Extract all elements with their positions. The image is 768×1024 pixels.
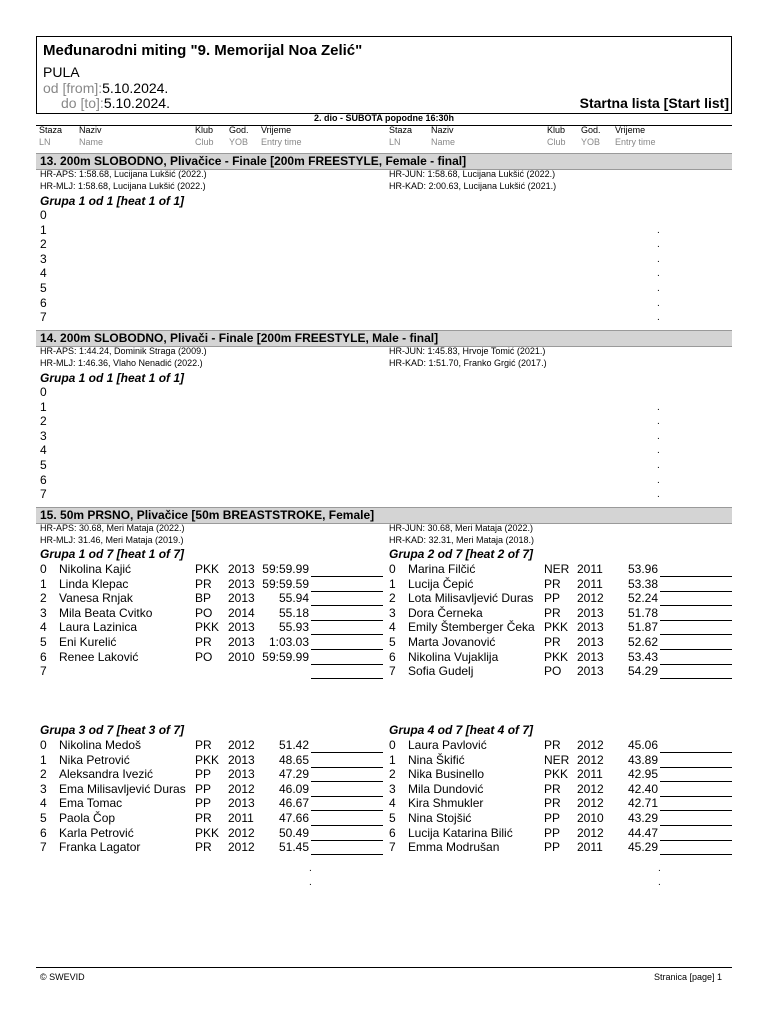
entry-time: 53.43 bbox=[627, 649, 658, 664]
lane-number: 4 bbox=[389, 620, 396, 635]
session-title: 2. dio - SUBOTA popodne 16:30h bbox=[36, 113, 732, 126]
lane-number: 4 bbox=[40, 443, 47, 458]
result-underline bbox=[311, 781, 383, 782]
footer-page: Stranica [page] 1 bbox=[653, 972, 722, 982]
result-underline bbox=[311, 796, 383, 797]
swimmer-name: Nina Škifić bbox=[408, 752, 465, 767]
lane-number: 5 bbox=[389, 635, 396, 649]
record: HR-MLJ: 1:46.36, Vlaho Nenadić (2022.) bbox=[40, 358, 203, 368]
lane-number: 5 bbox=[40, 635, 47, 649]
lane-number: 3 bbox=[40, 605, 47, 620]
year-of-birth: 2013 bbox=[577, 605, 604, 620]
lane-number: 6 bbox=[389, 825, 396, 840]
swimmer-name: Aleksandra Ivezić bbox=[59, 767, 154, 782]
result-underline bbox=[311, 810, 383, 811]
year-of-birth: 2010 bbox=[577, 811, 604, 825]
lane-number: 1 bbox=[40, 576, 47, 591]
result-underline bbox=[660, 620, 732, 621]
swimmer-name: Eni Kurelić bbox=[59, 635, 117, 649]
to-date-row bbox=[61, 95, 170, 113]
dot-marker: . bbox=[657, 445, 660, 457]
swimmer-name: Paola Čop bbox=[59, 811, 116, 825]
result-underline bbox=[660, 767, 732, 768]
col-yob-en-2: YOB bbox=[581, 137, 601, 147]
entry-time: 45.06 bbox=[627, 738, 658, 752]
lane-number: 0 bbox=[389, 738, 396, 752]
lane-number: 7 bbox=[389, 664, 396, 679]
lane-number: 3 bbox=[389, 781, 396, 796]
result-underline bbox=[311, 620, 383, 621]
lane-number: 6 bbox=[40, 825, 47, 840]
year-of-birth: 2013 bbox=[228, 591, 255, 606]
dot-marker: . bbox=[658, 863, 661, 874]
club: PO bbox=[195, 605, 213, 620]
result-underline bbox=[311, 825, 383, 826]
col-yob-en: YOB bbox=[229, 137, 249, 147]
result-underline bbox=[311, 605, 383, 606]
club: PR bbox=[544, 576, 561, 591]
record: HR-KAD: 32.31, Meri Mataja (2018.) bbox=[389, 535, 535, 545]
swimmer-name: Lucija Katarina Bilić bbox=[408, 825, 513, 840]
club: BP bbox=[195, 591, 212, 606]
entry-time: 55.94 bbox=[278, 591, 309, 606]
lane-number: 7 bbox=[40, 840, 47, 855]
entry-time: 42.95 bbox=[627, 767, 658, 782]
year-of-birth: 2013 bbox=[228, 796, 255, 811]
year-of-birth: 2012 bbox=[228, 781, 255, 796]
entry-time: 51.42 bbox=[278, 738, 309, 752]
result-underline bbox=[311, 767, 383, 768]
entry-time: 53.38 bbox=[627, 576, 658, 591]
lane-number: 6 bbox=[40, 649, 47, 664]
result-underline bbox=[311, 840, 383, 841]
lane-number: 7 bbox=[40, 664, 47, 679]
swimmer-name: Linda Klepac bbox=[59, 576, 129, 591]
result-underline bbox=[660, 649, 732, 650]
entry-time: 42.71 bbox=[627, 796, 658, 811]
col-yob-2: God. bbox=[581, 125, 601, 135]
swimmer-name: Sofia Gudelj bbox=[408, 664, 474, 679]
lane-number: 5 bbox=[40, 811, 47, 825]
col-club-2: Klub bbox=[547, 125, 566, 135]
lane-number: 6 bbox=[40, 472, 47, 487]
result-underline bbox=[311, 752, 383, 753]
result-underline bbox=[660, 752, 732, 753]
year-of-birth: 2012 bbox=[228, 738, 255, 752]
col-lane-2: Staza bbox=[389, 125, 413, 135]
entry-time: 51.87 bbox=[627, 620, 658, 635]
swimmer-name: Nina Stojšić bbox=[408, 811, 472, 825]
lane-number: 3 bbox=[40, 251, 47, 266]
lane-number: 0 bbox=[40, 208, 47, 222]
col-name: Naziv bbox=[79, 125, 102, 135]
event-15-bar bbox=[36, 507, 732, 524]
swimmer-name: Emma Modrušan bbox=[408, 840, 500, 855]
lane-number: 1 bbox=[389, 576, 396, 591]
lane-number: 7 bbox=[40, 310, 47, 325]
club: PP bbox=[195, 781, 212, 796]
club: PR bbox=[544, 738, 561, 752]
entry-time: 1:03.03 bbox=[268, 635, 309, 649]
result-underline bbox=[311, 576, 383, 577]
record: HR-APS: 1:44.24, Dominik Straga (2009.) bbox=[40, 346, 207, 356]
dot-marker: . bbox=[309, 863, 312, 874]
year-of-birth: 2011 bbox=[577, 562, 603, 576]
year-of-birth: 2013 bbox=[577, 664, 604, 679]
club: PKK bbox=[195, 620, 220, 635]
to-label: do [to]: bbox=[61, 95, 104, 111]
swimmer-name: Franka Lagator bbox=[59, 840, 141, 855]
heat-title: Grupa 1 od 1 [heat 1 of 1] bbox=[40, 371, 185, 385]
year-of-birth: 2012 bbox=[577, 781, 604, 796]
result-underline bbox=[660, 591, 732, 592]
lane-number: 2 bbox=[389, 591, 396, 606]
lane-number: 2 bbox=[40, 237, 47, 252]
result-underline bbox=[311, 591, 383, 592]
swimmer-name: Marina Filčić bbox=[408, 562, 476, 576]
lane-number: 4 bbox=[389, 796, 396, 811]
to-date: 5.10.2024. bbox=[103, 95, 170, 111]
club: PP bbox=[195, 767, 212, 782]
year-of-birth: 2013 bbox=[577, 649, 604, 664]
year-of-birth: 2012 bbox=[228, 825, 255, 840]
record: HR-JUN: 30.68, Meri Mataja (2022.) bbox=[389, 523, 534, 533]
dot-marker: . bbox=[657, 283, 660, 294]
event-title: 14. 200m SLOBODNO, Plivači - Finale [200m FREESTYLE, Male - final] bbox=[40, 331, 439, 345]
meet-title: Međunarodni miting "9. Memorijal Noa Zelić" bbox=[43, 42, 363, 59]
swimmer-name: Ema Milisavljević Duras bbox=[59, 781, 186, 796]
swimmer-name: Karla Petrović bbox=[59, 825, 134, 840]
lane-number: 0 bbox=[389, 562, 396, 576]
lane-number: 1 bbox=[40, 222, 47, 237]
club: PR bbox=[195, 811, 212, 825]
dot-marker: . bbox=[657, 253, 660, 265]
result-underline bbox=[660, 781, 732, 782]
lane-number: 5 bbox=[40, 458, 47, 472]
col-club: Klub bbox=[195, 125, 214, 135]
heat-title: Grupa 1 od 1 [heat 1 of 1] bbox=[40, 194, 185, 208]
entry-time: 47.29 bbox=[278, 767, 309, 782]
lane-number: 4 bbox=[40, 796, 47, 811]
entry-time: 47.66 bbox=[278, 811, 309, 825]
club: PR bbox=[544, 635, 561, 649]
entry-time: 52.62 bbox=[627, 635, 658, 649]
entry-time: 53.96 bbox=[627, 562, 658, 576]
year-of-birth: 2012 bbox=[577, 738, 604, 752]
event-13-bar bbox=[36, 153, 732, 170]
dot-marker: . bbox=[309, 877, 312, 888]
lane-number: 1 bbox=[40, 399, 47, 414]
lane-number: 3 bbox=[40, 428, 47, 443]
club: PP bbox=[544, 840, 561, 855]
swimmer-name: Kira Shmukler bbox=[408, 796, 484, 811]
club: PR bbox=[544, 781, 561, 796]
club: PR bbox=[195, 738, 212, 752]
col-name-en-2: Name bbox=[431, 137, 456, 147]
club: PP bbox=[544, 811, 561, 825]
year-of-birth: 2012 bbox=[577, 752, 604, 767]
col-lane-en-2: LN bbox=[389, 137, 401, 147]
col-time-en: Entry time bbox=[261, 137, 302, 147]
year-of-birth: 2013 bbox=[228, 620, 255, 635]
year-of-birth: 2011 bbox=[577, 576, 603, 591]
lane-number: 2 bbox=[40, 591, 47, 606]
lane-number: 3 bbox=[389, 605, 396, 620]
swimmer-name: Vanesa Rnjak bbox=[59, 591, 133, 606]
record: HR-APS: 1:58.68, Lucijana Lukšić (2022.) bbox=[40, 169, 207, 179]
year-of-birth: 2013 bbox=[577, 635, 604, 649]
swimmer-name: Mila Beata Cvitko bbox=[59, 605, 153, 620]
lane-number: 2 bbox=[389, 767, 396, 782]
entry-time: 59:59.99 bbox=[262, 649, 309, 664]
title-box bbox=[36, 36, 732, 114]
year-of-birth: 2012 bbox=[577, 825, 604, 840]
entry-time: 46.67 bbox=[278, 796, 309, 811]
result-underline bbox=[311, 634, 383, 635]
lane-number: 3 bbox=[40, 781, 47, 796]
club: PO bbox=[544, 664, 562, 679]
record: HR-KAD: 2:00.63, Lucijana Lukšić (2021.) bbox=[389, 181, 557, 191]
heat-title: Grupa 3 od 7 [heat 3 of 7] bbox=[40, 723, 185, 737]
entry-time: 59:59.99 bbox=[262, 562, 309, 576]
event-title: 13. 200m SLOBODNO, Plivačice - Finale [200m FREESTYLE, Female - final] bbox=[40, 154, 467, 168]
dot-marker: . bbox=[657, 430, 660, 442]
year-of-birth: 2010 bbox=[228, 649, 255, 664]
club: PKK bbox=[544, 620, 569, 635]
year-of-birth: 2014 bbox=[228, 605, 255, 620]
meet-city: PULA bbox=[43, 64, 80, 80]
swimmer-name: Nikolina Kajić bbox=[59, 562, 132, 576]
lane-number: 4 bbox=[40, 620, 47, 635]
col-club-en-2: Club bbox=[547, 137, 566, 147]
result-underline bbox=[311, 649, 383, 650]
entry-time: 44.47 bbox=[627, 825, 658, 840]
result-underline bbox=[311, 854, 383, 855]
lane-number: 1 bbox=[40, 752, 47, 767]
swimmer-name: Nika Businello bbox=[408, 767, 485, 782]
heat-title: Grupa 2 od 7 [heat 2 of 7] bbox=[389, 547, 534, 561]
swimmer-name: Dora Černeka bbox=[408, 605, 483, 620]
swimmer-name: Emily Štemberger Čeka bbox=[408, 620, 535, 635]
club: PKK bbox=[544, 767, 569, 782]
swimmer-name: Mila Dundović bbox=[408, 781, 484, 796]
club: PKK bbox=[544, 649, 569, 664]
year-of-birth: 2013 bbox=[228, 767, 255, 782]
entry-time: 55.93 bbox=[278, 620, 309, 635]
dot-marker: . bbox=[657, 416, 660, 428]
entry-time: 48.65 bbox=[278, 752, 309, 767]
result-underline bbox=[660, 634, 732, 635]
result-underline bbox=[311, 678, 383, 679]
dot-marker: . bbox=[657, 401, 660, 413]
swimmer-name: Lucija Čepić bbox=[408, 576, 474, 591]
club: PO bbox=[195, 649, 213, 664]
club: PR bbox=[544, 796, 561, 811]
club: PKK bbox=[195, 825, 220, 840]
from-label: od [from]: bbox=[43, 80, 103, 96]
swimmer-name: Renee Laković bbox=[59, 649, 139, 664]
entry-time: 43.89 bbox=[627, 752, 658, 767]
col-time-2: Vrijeme bbox=[615, 125, 646, 135]
result-underline bbox=[660, 825, 732, 826]
lane-number: 7 bbox=[389, 840, 396, 855]
club: PR bbox=[195, 635, 212, 649]
year-of-birth: 2012 bbox=[577, 796, 604, 811]
col-lane: Staza bbox=[39, 125, 63, 135]
entry-time: 43.29 bbox=[627, 811, 658, 825]
heat-title: Grupa 1 od 7 [heat 1 of 7] bbox=[40, 547, 185, 561]
lane-number: 0 bbox=[40, 738, 47, 752]
result-underline bbox=[660, 810, 732, 811]
year-of-birth: 2012 bbox=[577, 591, 604, 606]
dot-marker: . bbox=[657, 268, 660, 280]
lane-number: 5 bbox=[389, 811, 396, 825]
lane-number: 6 bbox=[389, 649, 396, 664]
entry-time: 51.45 bbox=[278, 840, 309, 855]
lane-number: 2 bbox=[40, 414, 47, 429]
lane-number: 0 bbox=[40, 562, 47, 576]
swimmer-name: Nika Petrović bbox=[59, 752, 130, 767]
club: PKK bbox=[195, 752, 220, 767]
club: PR bbox=[195, 840, 212, 855]
col-name-2: Naziv bbox=[431, 125, 454, 135]
swimmer-name: Ema Tomac bbox=[59, 796, 123, 811]
lane-number: 0 bbox=[40, 385, 47, 399]
col-time-en-2: Entry time bbox=[615, 137, 656, 147]
event-title: 15. 50m PRSNO, Plivačice [50m BREASTSTROKE, Female] bbox=[40, 508, 375, 522]
club: NER bbox=[544, 752, 570, 767]
club: PP bbox=[544, 825, 561, 840]
result-underline bbox=[660, 840, 732, 841]
entry-time: 46.09 bbox=[278, 781, 309, 796]
dot-marker: . bbox=[657, 297, 660, 309]
result-underline bbox=[660, 664, 732, 665]
dot-marker: . bbox=[657, 239, 660, 251]
record: HR-JUN: 1:58.68, Lucijana Lukšić (2022.) bbox=[389, 169, 556, 179]
year-of-birth: 2013 bbox=[228, 752, 255, 767]
year-of-birth: 2013 bbox=[228, 562, 255, 576]
dot-marker: . bbox=[657, 474, 660, 486]
entry-time: 54.29 bbox=[627, 664, 658, 679]
footer-copyright: © SWEVID bbox=[40, 972, 85, 982]
dot-marker: . bbox=[658, 877, 661, 888]
record: HR-APS: 30.68, Meri Mataja (2022.) bbox=[40, 523, 185, 533]
record: HR-KAD: 1:51.70, Franko Grgić (2017.) bbox=[389, 358, 547, 368]
result-underline bbox=[660, 605, 732, 606]
club: PP bbox=[195, 796, 212, 811]
entry-time: 51.78 bbox=[627, 605, 658, 620]
swimmer-name: Nikolina Vujaklija bbox=[408, 649, 499, 664]
dot-marker: . bbox=[657, 489, 660, 501]
club: PR bbox=[195, 576, 212, 591]
club: PKK bbox=[195, 562, 220, 576]
result-underline bbox=[660, 796, 732, 797]
dot-marker: . bbox=[657, 460, 660, 471]
lane-number: 5 bbox=[40, 281, 47, 295]
col-yob: God. bbox=[229, 125, 249, 135]
swimmer-name: Marta Jovanović bbox=[408, 635, 496, 649]
entry-time: 45.29 bbox=[627, 840, 658, 855]
col-name-en: Name bbox=[79, 137, 104, 147]
result-underline bbox=[660, 854, 732, 855]
start-list-label: Startna lista [Start list] bbox=[579, 95, 729, 111]
col-time: Vrijeme bbox=[261, 125, 292, 135]
year-of-birth: 2011 bbox=[577, 840, 603, 855]
result-underline bbox=[660, 576, 732, 577]
swimmer-name: Laura Lazinica bbox=[59, 620, 138, 635]
entry-time: 52.24 bbox=[627, 591, 658, 606]
year-of-birth: 2013 bbox=[228, 576, 255, 591]
year-of-birth: 2012 bbox=[228, 840, 255, 855]
result-underline bbox=[311, 664, 383, 665]
club: PR bbox=[544, 605, 561, 620]
lane-number: 4 bbox=[40, 266, 47, 281]
year-of-birth: 2013 bbox=[577, 620, 604, 635]
event-14-bar bbox=[36, 330, 732, 347]
entry-time: 59:59.59 bbox=[262, 576, 309, 591]
swimmer-name: Nikolina Medoš bbox=[59, 738, 142, 752]
from-date: 5.10.2024. bbox=[102, 80, 169, 96]
year-of-birth: 2011 bbox=[228, 811, 254, 825]
entry-time: 55.18 bbox=[278, 605, 309, 620]
entry-time: 50.49 bbox=[278, 825, 309, 840]
club: PP bbox=[544, 591, 561, 606]
swimmer-name: Laura Pavlović bbox=[408, 738, 487, 752]
swimmer-name: Lota Milisavljević Duras bbox=[408, 591, 534, 606]
dot-marker: . bbox=[657, 312, 660, 324]
year-of-birth: 2013 bbox=[228, 635, 255, 649]
col-club-en: Club bbox=[195, 137, 214, 147]
lane-number: 2 bbox=[40, 767, 47, 782]
heat-title: Grupa 4 od 7 [heat 4 of 7] bbox=[389, 723, 534, 737]
record: HR-MLJ: 1:58.68, Lucijana Lukšić (2022.) bbox=[40, 181, 206, 191]
lane-number: 6 bbox=[40, 295, 47, 310]
entry-time: 42.40 bbox=[627, 781, 658, 796]
lane-number: 7 bbox=[40, 487, 47, 502]
year-of-birth: 2011 bbox=[577, 767, 603, 782]
col-lane-en: LN bbox=[39, 137, 51, 147]
result-underline bbox=[660, 678, 732, 679]
club: NER bbox=[544, 562, 570, 576]
dot-marker: . bbox=[657, 224, 660, 236]
lane-number: 1 bbox=[389, 752, 396, 767]
footer-divider bbox=[36, 967, 732, 968]
record: HR-JUN: 1:45.83, Hrvoje Tomić (2021.) bbox=[389, 346, 546, 356]
record: HR-MLJ: 31.46, Meri Mataja (2019.) bbox=[40, 535, 184, 545]
